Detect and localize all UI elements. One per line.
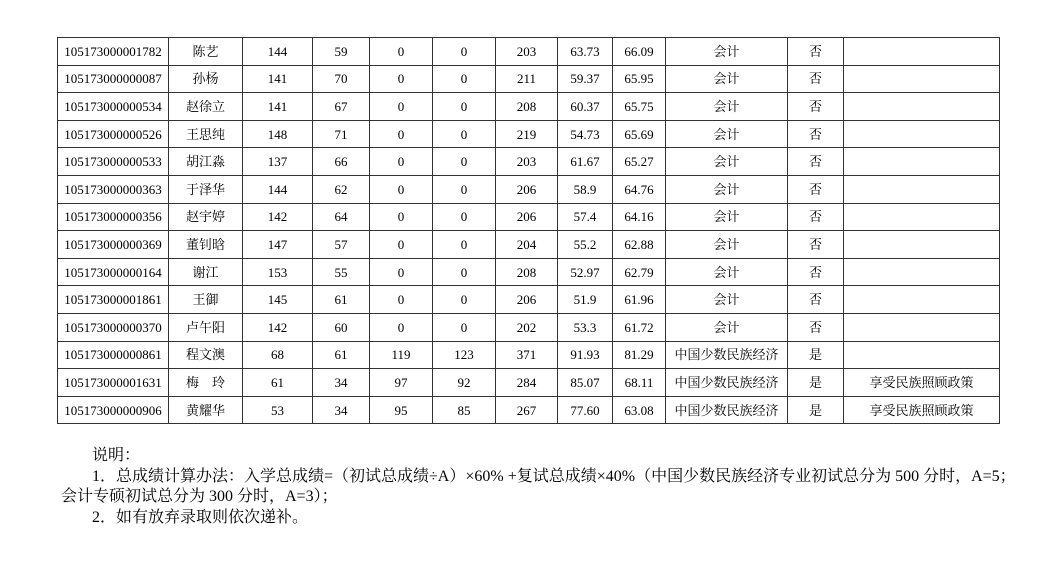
table-cell: 是 xyxy=(788,396,844,424)
table-cell: 62.88 xyxy=(613,231,666,259)
table-cell xyxy=(844,203,1000,231)
table-cell: 57 xyxy=(313,231,370,259)
table-cell: 61 xyxy=(313,341,370,369)
table-cell: 64.76 xyxy=(613,175,666,203)
table-cell: 会计 xyxy=(666,65,788,93)
table-cell: 97 xyxy=(370,369,433,397)
table-cell: 0 xyxy=(370,231,433,259)
table-cell: 65.27 xyxy=(613,148,666,176)
table-cell: 85.07 xyxy=(558,369,613,397)
table-cell: 58.9 xyxy=(558,175,613,203)
table-cell: 91.93 xyxy=(558,341,613,369)
table-cell: 53 xyxy=(243,396,313,424)
table-cell: 55.2 xyxy=(558,231,613,259)
table-cell: 51.9 xyxy=(558,286,613,314)
table-cell: 会计 xyxy=(666,313,788,341)
table-cell: 程文澳 xyxy=(169,341,243,369)
table-cell: 谢江 xyxy=(169,258,243,286)
table-cell: 是 xyxy=(788,341,844,369)
notes-section xyxy=(61,446,1021,528)
table-cell: 否 xyxy=(788,231,844,259)
table-cell: 中国少数民族经济 xyxy=(666,396,788,424)
table-cell: 会计 xyxy=(666,120,788,148)
table-cell: 会计 xyxy=(666,258,788,286)
table-cell: 0 xyxy=(433,120,496,148)
table-cell: 0 xyxy=(370,286,433,314)
table-cell: 77.60 xyxy=(558,396,613,424)
table-cell: 34 xyxy=(313,369,370,397)
table-cell: 否 xyxy=(788,286,844,314)
table-cell: 0 xyxy=(370,258,433,286)
table-cell xyxy=(844,313,1000,341)
table-cell: 0 xyxy=(370,120,433,148)
table-cell: 57.4 xyxy=(558,203,613,231)
table-cell: 60.37 xyxy=(558,93,613,121)
table-cell: 否 xyxy=(788,203,844,231)
table-cell: 享受民族照顾政策 xyxy=(844,369,1000,397)
table-cell: 否 xyxy=(788,120,844,148)
table-cell: 145 xyxy=(243,286,313,314)
table-cell: 105173000000363 xyxy=(58,175,169,203)
table-cell: 否 xyxy=(788,65,844,93)
table-cell: 0 xyxy=(370,203,433,231)
table-cell: 否 xyxy=(788,93,844,121)
table-cell: 享受民族照顾政策 xyxy=(844,396,1000,424)
table-cell: 105173000000164 xyxy=(58,258,169,286)
table-cell: 141 xyxy=(243,65,313,93)
table-cell xyxy=(844,120,1000,148)
table-cell: 会计 xyxy=(666,175,788,203)
table-cell: 141 xyxy=(243,93,313,121)
table-cell: 66.09 xyxy=(613,38,666,66)
table-cell: 0 xyxy=(433,65,496,93)
table-cell: 65.75 xyxy=(613,93,666,121)
table-cell: 王御 xyxy=(169,286,243,314)
table-cell: 卢午阳 xyxy=(169,313,243,341)
table-cell: 211 xyxy=(496,65,558,93)
table-cell: 61 xyxy=(243,369,313,397)
table-cell: 105173000000533 xyxy=(58,148,169,176)
table-cell: 153 xyxy=(243,258,313,286)
table-cell: 陈艺 xyxy=(169,38,243,66)
table-cell xyxy=(844,65,1000,93)
table-row xyxy=(58,258,1000,286)
table-cell: 会计 xyxy=(666,93,788,121)
table-cell: 206 xyxy=(496,286,558,314)
table-cell xyxy=(844,148,1000,176)
table-cell xyxy=(844,93,1000,121)
table-cell: 105173000000534 xyxy=(58,93,169,121)
table-row xyxy=(58,175,1000,203)
table-cell: 62.79 xyxy=(613,258,666,286)
table-cell: 105173000000526 xyxy=(58,120,169,148)
table-cell: 0 xyxy=(433,231,496,259)
table-row xyxy=(58,120,1000,148)
table-cell: 赵宇婷 xyxy=(169,203,243,231)
table-cell: 64.16 xyxy=(613,203,666,231)
table-cell: 208 xyxy=(496,93,558,121)
table-cell: 219 xyxy=(496,120,558,148)
table-cell: 34 xyxy=(313,396,370,424)
table-cell: 267 xyxy=(496,396,558,424)
table-cell: 63.73 xyxy=(558,38,613,66)
table-cell: 53.3 xyxy=(558,313,613,341)
table-cell: 147 xyxy=(243,231,313,259)
table-cell: 胡江淼 xyxy=(169,148,243,176)
table-cell: 王思纯 xyxy=(169,120,243,148)
table-cell: 0 xyxy=(370,148,433,176)
table-cell: 会计 xyxy=(666,286,788,314)
table-cell: 66 xyxy=(313,148,370,176)
table-cell: 否 xyxy=(788,175,844,203)
table-cell: 85 xyxy=(433,396,496,424)
table-cell: 202 xyxy=(496,313,558,341)
table-cell xyxy=(844,258,1000,286)
table-cell: 65.95 xyxy=(613,65,666,93)
table-cell: 60 xyxy=(313,313,370,341)
table-cell: 137 xyxy=(243,148,313,176)
table-cell: 0 xyxy=(433,203,496,231)
table-cell: 52.97 xyxy=(558,258,613,286)
table-cell: 371 xyxy=(496,341,558,369)
table-cell: 119 xyxy=(370,341,433,369)
table-cell: 105173000001861 xyxy=(58,286,169,314)
table-row xyxy=(58,396,1000,424)
table-cell: 中国少数民族经济 xyxy=(666,369,788,397)
admission-results-table xyxy=(57,37,1000,424)
table-cell: 81.29 xyxy=(613,341,666,369)
table-cell: 68.11 xyxy=(613,369,666,397)
table-cell: 203 xyxy=(496,38,558,66)
table-cell: 148 xyxy=(243,120,313,148)
table-cell: 284 xyxy=(496,369,558,397)
table-cell: 55 xyxy=(313,258,370,286)
table-cell: 105173000001782 xyxy=(58,38,169,66)
table-cell: 54.73 xyxy=(558,120,613,148)
table-cell: 否 xyxy=(788,313,844,341)
table-cell xyxy=(844,38,1000,66)
table-cell xyxy=(844,175,1000,203)
table-cell: 63.08 xyxy=(613,396,666,424)
table-cell: 否 xyxy=(788,258,844,286)
table-cell: 105173000000861 xyxy=(58,341,169,369)
table-cell: 0 xyxy=(370,38,433,66)
note-line-2: 2．如有放弃录取则依次递补。 xyxy=(92,508,309,526)
table-cell: 105173000000369 xyxy=(58,231,169,259)
table-cell: 会计 xyxy=(666,203,788,231)
table-cell: 92 xyxy=(433,369,496,397)
table-row xyxy=(58,369,1000,397)
table-cell: 144 xyxy=(243,38,313,66)
table-cell: 59 xyxy=(313,38,370,66)
table-cell: 142 xyxy=(243,313,313,341)
table-cell: 0 xyxy=(370,65,433,93)
table-cell: 105173000001631 xyxy=(58,369,169,397)
table-row xyxy=(58,65,1000,93)
table-cell: 105173000000906 xyxy=(58,396,169,424)
table-cell: 董钊晗 xyxy=(169,231,243,259)
table-cell: 黄耀华 xyxy=(169,396,243,424)
table-row xyxy=(58,38,1000,66)
table-cell: 61.72 xyxy=(613,313,666,341)
table-cell: 204 xyxy=(496,231,558,259)
table-cell: 0 xyxy=(370,175,433,203)
table-cell: 70 xyxy=(313,65,370,93)
table-cell: 123 xyxy=(433,341,496,369)
table-cell: 95 xyxy=(370,396,433,424)
table-cell: 64 xyxy=(313,203,370,231)
note-line-1: 1．总成绩计算办法：入学总成绩=（初试总成绩÷A）×60% +复试总成绩×40%（中国少数民族经济专业初试总分为 500 分时，A=5； xyxy=(92,467,1016,485)
table-cell: 会计 xyxy=(666,231,788,259)
table-row xyxy=(58,148,1000,176)
table-cell: 105173000000356 xyxy=(58,203,169,231)
table-cell: 208 xyxy=(496,258,558,286)
table-cell: 否 xyxy=(788,38,844,66)
table-cell xyxy=(844,286,1000,314)
table-cell: 206 xyxy=(496,203,558,231)
table-row xyxy=(58,93,1000,121)
table-cell: 0 xyxy=(370,313,433,341)
table-cell: 61.96 xyxy=(613,286,666,314)
note-line-1-continuation: 会计专硕初试总分为 300 分时，A=3）； xyxy=(61,488,338,506)
table-cell: 203 xyxy=(496,148,558,176)
admission-table-body xyxy=(58,38,1000,424)
table-cell: 否 xyxy=(788,148,844,176)
table-cell: 0 xyxy=(433,148,496,176)
table-row xyxy=(58,203,1000,231)
table-row xyxy=(58,341,1000,369)
table-cell: 206 xyxy=(496,175,558,203)
table-cell: 0 xyxy=(433,313,496,341)
table-cell: 61 xyxy=(313,286,370,314)
table-cell: 105173000000087 xyxy=(58,65,169,93)
table-cell: 0 xyxy=(433,175,496,203)
table-cell: 孙杨 xyxy=(169,65,243,93)
table-cell: 59.37 xyxy=(558,65,613,93)
table-cell: 62 xyxy=(313,175,370,203)
table-cell xyxy=(844,231,1000,259)
table-row xyxy=(58,231,1000,259)
table-cell: 67 xyxy=(313,93,370,121)
table-cell: 0 xyxy=(370,93,433,121)
table-cell: 梅 玲 xyxy=(169,369,243,397)
table-cell: 会计 xyxy=(666,38,788,66)
table-cell: 中国少数民族经济 xyxy=(666,341,788,369)
table-row xyxy=(58,286,1000,314)
table-cell: 0 xyxy=(433,93,496,121)
table-cell: 是 xyxy=(788,369,844,397)
table-cell: 105173000000370 xyxy=(58,313,169,341)
table-cell: 赵徐立 xyxy=(169,93,243,121)
table-cell: 144 xyxy=(243,175,313,203)
table-cell: 71 xyxy=(313,120,370,148)
table-cell: 68 xyxy=(243,341,313,369)
table-cell: 61.67 xyxy=(558,148,613,176)
table-cell: 65.69 xyxy=(613,120,666,148)
table-cell: 142 xyxy=(243,203,313,231)
table-cell: 0 xyxy=(433,38,496,66)
notes-heading: 说明： xyxy=(92,447,141,464)
table-cell: 于泽华 xyxy=(169,175,243,203)
table-cell: 0 xyxy=(433,286,496,314)
table-cell xyxy=(844,341,1000,369)
table-cell: 会计 xyxy=(666,148,788,176)
table-row xyxy=(58,313,1000,341)
table-cell: 0 xyxy=(433,258,496,286)
